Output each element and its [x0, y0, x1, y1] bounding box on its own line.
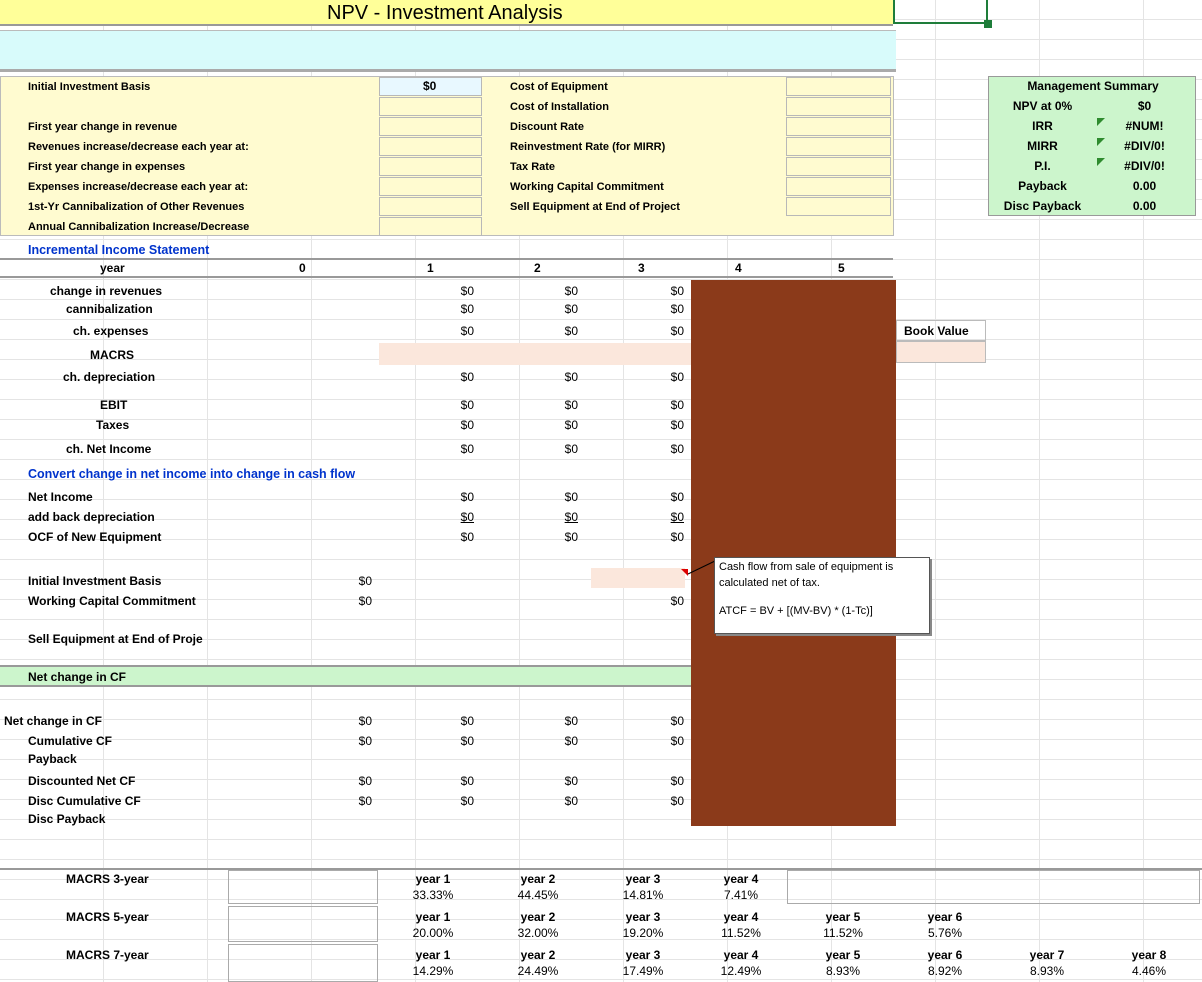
input-cost-installation[interactable] [786, 97, 891, 116]
label-revenue-growth: Revenues increase/decrease each year at: [28, 141, 249, 153]
label-first-year-revenue: First year change in revenue [28, 121, 178, 133]
comment-line2: calculated net of tax. [719, 577, 820, 589]
macrs-seven-year-6: year 6 [927, 948, 963, 962]
cf-net-income-value-c1: $0 [460, 490, 474, 504]
macrs-three-pct-3: 14.81% [622, 888, 664, 902]
label-cannibalization: 1st-Yr Cannibalization of Other Revenues [28, 201, 245, 213]
label-first-year-expenses: First year change in expenses [28, 161, 186, 173]
pb-disc-cumulative-value-c3: $0 [670, 794, 684, 808]
macrs-5-label: MACRS 5-year [66, 910, 149, 924]
macrs-five-year-3: year 3 [625, 910, 661, 924]
cf-sell-equipment: Sell Equipment at End of Proje [28, 632, 203, 646]
row-depreciation: ch. depreciation [63, 370, 156, 384]
pb-payback: Payback [28, 752, 77, 766]
error-flag-icon [1097, 158, 1105, 166]
row-macrs: MACRS [90, 348, 134, 362]
cf-net-income-value-c2: $0 [564, 490, 578, 504]
net-change-label: Net change in CF [28, 670, 127, 684]
macrs-five-year-2: year 2 [520, 910, 556, 924]
revenues-value-c1: $0 [460, 284, 474, 298]
label-discount-rate: Discount Rate [510, 121, 584, 133]
input-cannibalization[interactable] [379, 197, 482, 216]
macrs-seven-pct-3: 17.49% [622, 964, 664, 978]
input-first-year-expenses[interactable] [379, 157, 482, 176]
label-cost-installation: Cost of Installation [510, 101, 609, 113]
row-ebit: EBIT [100, 398, 128, 412]
comment-formula: ATCF = BV + [(MV-BV) * (1-Tc)] [719, 605, 873, 617]
pb-net-change-value-c1: $0 [460, 714, 474, 728]
cf-working-capital: Working Capital Commitment [28, 594, 196, 608]
macrs-seven-pct-2: 24.49% [517, 964, 559, 978]
cf-working-capital-year3: $0 [670, 594, 684, 608]
pb-net-change-value-c3: $0 [670, 714, 684, 728]
taxes-value-c3: $0 [670, 418, 684, 432]
book-value-fill [896, 341, 986, 363]
cf-ocf-value-c3: $0 [670, 530, 684, 544]
macrs-3-empty-cell [787, 870, 1200, 904]
selection-handle[interactable] [984, 20, 992, 28]
macrs-seven-year-8: year 8 [1131, 948, 1167, 962]
summary-pi-label: P.I. [1034, 159, 1051, 173]
cf-net-income: Net Income [28, 490, 93, 504]
cannibalization-value-c1: $0 [460, 302, 474, 316]
expenses-value-c1: $0 [460, 324, 474, 338]
ebit-value-c2: $0 [564, 398, 578, 412]
macrs-seven-year-5: year 5 [825, 948, 861, 962]
summary-payback-value: 0.00 [1132, 179, 1157, 193]
input-expense-growth[interactable] [379, 177, 482, 196]
macrs-five-pct-2: 32.00% [517, 926, 559, 940]
row-expenses: ch. expenses [73, 324, 149, 338]
pb-disc-payback: Disc Payback [28, 812, 106, 826]
macrs-three-year-2: year 2 [520, 872, 556, 886]
net-income-value-c3: $0 [670, 442, 684, 456]
input-tax-rate[interactable] [786, 157, 891, 176]
year-label: year [100, 261, 125, 275]
macrs-3-label: MACRS 3-year [66, 872, 149, 886]
macrs-seven-pct-7: 8.93% [1029, 964, 1065, 978]
macrs-three-year-4: year 4 [723, 872, 759, 886]
pb-disc-cumulative-value-c0: $0 [358, 794, 372, 808]
macrs-three-pct-2: 44.45% [517, 888, 559, 902]
pb-discounted: Discounted Net CF [28, 774, 136, 788]
row-taxes: Taxes [96, 418, 130, 432]
macrs-five-pct-6: 5.76% [927, 926, 963, 940]
revenues-value-c2: $0 [564, 284, 578, 298]
label-working-capital: Working Capital Commitment [510, 181, 664, 193]
net-income-value-c1: $0 [460, 442, 474, 456]
macrs-three-pct-4: 7.41% [723, 888, 759, 902]
sell-equipment-cell [591, 568, 685, 588]
pb-cumulative: Cumulative CF [28, 734, 113, 748]
pb-cumulative-value-c1: $0 [460, 734, 474, 748]
macrs-five-pct-5: 11.52% [823, 926, 863, 940]
revenues-value-c3: $0 [670, 284, 684, 298]
comment-connector [686, 560, 716, 576]
pb-net-change-value-c0: $0 [358, 714, 372, 728]
cf-ocf-value-c2: $0 [564, 530, 578, 544]
macrs-row-fill [379, 343, 691, 365]
summary-mirr-label: MIRR [1027, 139, 1058, 153]
cf-initial-basis: Initial Investment Basis [28, 574, 162, 588]
page-title: NPV - Investment Analysis [327, 2, 563, 24]
input-working-capital[interactable] [786, 177, 891, 196]
depreciation-value-c2: $0 [564, 370, 578, 384]
hidden-columns-block [691, 280, 896, 826]
pb-disc-cumulative-value-c1: $0 [460, 794, 474, 808]
input-cannibalization-growth[interactable] [379, 217, 482, 236]
cannibalization-value-c2: $0 [564, 302, 578, 316]
expenses-value-c3: $0 [670, 324, 684, 338]
macrs-five-pct-3: 19.20% [622, 926, 664, 940]
initial-investment-value: $0 [423, 79, 437, 93]
pb-discounted-value-c1: $0 [460, 774, 474, 788]
summary-irr-value: #NUM! [1125, 119, 1164, 133]
input-sell-equipment[interactable] [786, 197, 891, 216]
summary-irr-label: IRR [1032, 119, 1053, 133]
macrs-seven-year-7: year 7 [1029, 948, 1065, 962]
input-discount-rate[interactable] [786, 117, 891, 136]
label-cannibalization-growth: Annual Cannibalization Increase/Decrease [28, 221, 250, 233]
summary-npv-label: NPV at 0% [1012, 99, 1073, 113]
pb-discounted-value-c3: $0 [670, 774, 684, 788]
input-first-year-revenue[interactable] [379, 117, 482, 136]
row-net-income: ch. Net Income [66, 442, 152, 456]
pb-cumulative-value-c2: $0 [564, 734, 578, 748]
year-2: 2 [534, 261, 541, 275]
cashflow-section-title: Convert change in net income into change in cash flow [28, 467, 356, 481]
macrs-five-pct-1: 20.00% [412, 926, 454, 940]
label-sell-equipment: Sell Equipment at End of Project [510, 201, 680, 213]
label-tax-rate: Tax Rate [510, 161, 556, 173]
pb-discounted-value-c2: $0 [564, 774, 578, 788]
macrs-seven-year-1: year 1 [415, 948, 451, 962]
macrs-five-pct-4: 11.52% [721, 926, 761, 940]
year-3: 3 [638, 261, 645, 275]
net-income-value-c2: $0 [564, 442, 578, 456]
input-cost-equipment[interactable] [786, 77, 891, 96]
pb-disc-cumulative-value-c2: $0 [564, 794, 578, 808]
book-value-label: Book Value [904, 324, 969, 338]
error-flag-icon [1097, 138, 1105, 146]
depreciation-value-c3: $0 [670, 370, 684, 384]
cyan-band [0, 30, 896, 72]
label-cost-equipment: Cost of Equipment [510, 81, 608, 93]
depreciation-value-c1: $0 [460, 370, 474, 384]
cf-add-back-value-c2: $0 [564, 510, 578, 524]
input-box-2[interactable] [379, 97, 482, 116]
macrs-five-year-5: year 5 [825, 910, 861, 924]
macrs-three-year-3: year 3 [625, 872, 661, 886]
label-expense-growth: Expenses increase/decrease each year at: [28, 181, 249, 193]
pb-cumulative-value-c0: $0 [358, 734, 372, 748]
macrs-seven-pct-4: 12.49% [720, 964, 762, 978]
cf-add-back-value-c1: $0 [460, 510, 474, 524]
year-1: 1 [427, 261, 434, 275]
macrs-7-label-cell [228, 944, 378, 982]
selected-cell[interactable] [893, 0, 988, 24]
macrs-three-pct-1: 33.33% [412, 888, 454, 902]
summary-title: Management Summary [1027, 79, 1159, 93]
macrs-seven-year-3: year 3 [625, 948, 661, 962]
summary-payback-label: Payback [1018, 179, 1067, 193]
pb-discounted-value-c0: $0 [358, 774, 372, 788]
cf-ocf-value-c1: $0 [460, 530, 474, 544]
taxes-value-c2: $0 [564, 418, 578, 432]
macrs-five-year-1: year 1 [415, 910, 451, 924]
row-cannibalization: cannibalization [66, 302, 153, 316]
macrs-5-label-cell [228, 906, 378, 942]
input-reinvestment-rate[interactable] [786, 137, 891, 156]
summary-pi-value: #DIV/0! [1124, 159, 1165, 173]
macrs-seven-year-2: year 2 [520, 948, 556, 962]
macrs-three-year-1: year 1 [415, 872, 451, 886]
cf-add-back-value-c3: $0 [670, 510, 684, 524]
input-revenue-growth[interactable] [379, 137, 482, 156]
pb-disc-cumulative: Disc Cumulative CF [28, 794, 141, 808]
macrs-3-label-cell [228, 870, 378, 904]
year-4: 4 [735, 261, 742, 275]
summary-mirr-value: #DIV/0! [1124, 139, 1165, 153]
macrs-five-year-6: year 6 [927, 910, 963, 924]
year-5: 5 [838, 261, 845, 275]
pb-net-change-value-c2: $0 [564, 714, 578, 728]
cf-working-capital-value: $0 [358, 594, 372, 608]
cf-initial-basis-value: $0 [358, 574, 372, 588]
summary-npv-value: $0 [1137, 99, 1152, 113]
taxes-value-c1: $0 [460, 418, 474, 432]
pb-net-change: Net change in CF [4, 714, 103, 728]
macrs-seven-year-4: year 4 [723, 948, 759, 962]
summary-disc-payback-label: Disc Payback [1003, 199, 1082, 213]
macrs-seven-pct-8: 4.46% [1131, 964, 1167, 978]
expenses-value-c2: $0 [564, 324, 578, 338]
year-0: 0 [299, 261, 306, 275]
macrs-seven-pct-5: 8.93% [825, 964, 861, 978]
macrs-five-year-4: year 4 [723, 910, 759, 924]
error-flag-icon [1097, 118, 1105, 126]
summary-disc-payback-value: 0.00 [1132, 199, 1157, 213]
cannibalization-value-c3: $0 [670, 302, 684, 316]
ebit-value-c3: $0 [670, 398, 684, 412]
ebit-value-c1: $0 [460, 398, 474, 412]
cf-ocf: OCF of New Equipment [28, 530, 162, 544]
comment-line1: Cash flow from sale of equipment is [719, 561, 894, 573]
year-header-row [0, 258, 893, 278]
income-section-title: Incremental Income Statement [28, 243, 210, 257]
pb-cumulative-value-c3: $0 [670, 734, 684, 748]
cf-net-income-value-c3: $0 [670, 490, 684, 504]
row-revenues: change in revenues [50, 284, 163, 298]
label-initial-investment: Initial Investment Basis [28, 81, 151, 93]
cf-add-back: add back depreciation [28, 510, 155, 524]
macrs-seven-pct-6: 8.92% [927, 964, 963, 978]
macrs-7-label: MACRS 7-year [66, 948, 149, 962]
label-reinvestment-rate: Reinvestment Rate (for MIRR) [510, 141, 666, 153]
macrs-seven-pct-1: 14.29% [412, 964, 454, 978]
